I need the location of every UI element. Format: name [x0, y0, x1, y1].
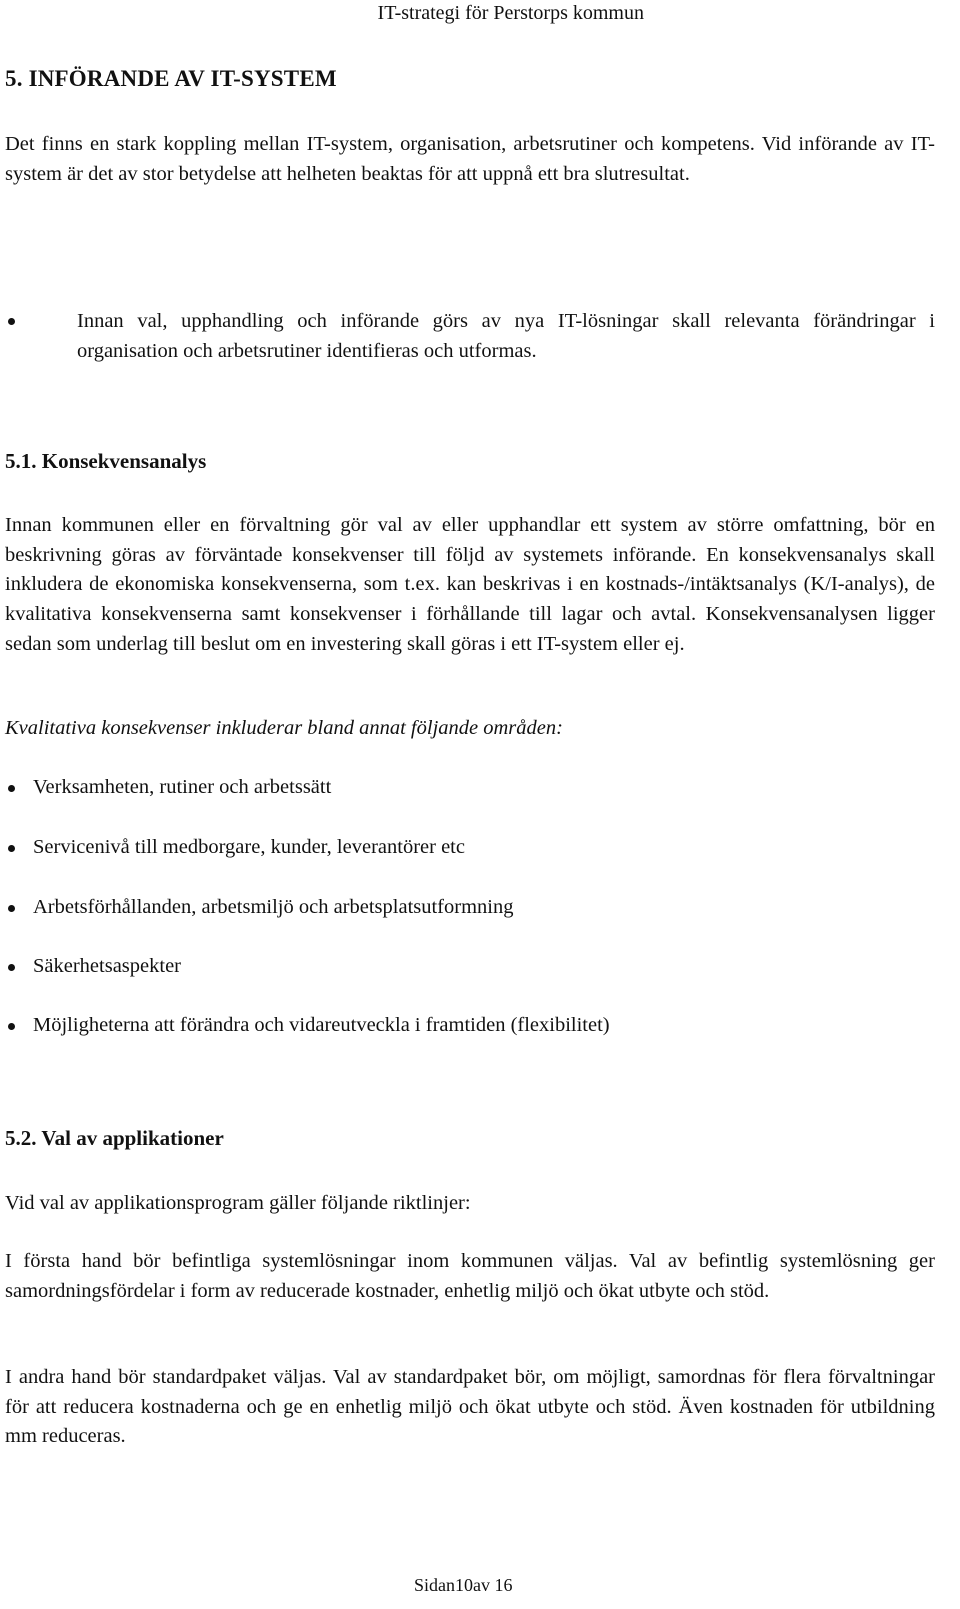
- section-5-heading: 5. INFÖRANDE AV IT-SYSTEM: [5, 66, 337, 91]
- list-item-text: Servicenivå till medborgare, kunder, leverantörer etc: [33, 836, 465, 858]
- section-5-2-heading: 5.2. Val av applikationer: [5, 1126, 224, 1150]
- bullet-icon: [8, 845, 15, 852]
- bullet-icon: [8, 785, 15, 792]
- bullet-icon: [8, 905, 15, 912]
- page-number: Sidan10av 16: [414, 1575, 513, 1595]
- bullet-icon: [8, 964, 15, 971]
- bullet-text: Innan val, upphandling och införande görs av nya IT-lösningar skall relevanta förändringar i organisation och arbetsrutiner identifieras och utformas.: [77, 310, 935, 362]
- section-5-2-para-2: I andra hand bör standardpaket väljas. Val av standardpaket bör, om möjligt, samordnas för flera förvaltningar för att reducera kostnaderna och ge en enhetlig miljö och ökat utbyte och stöd. Även kostnaden för utbildning mm reduceras.: [5, 1366, 935, 1448]
- bullet-icon: [8, 318, 15, 325]
- section-5-1-heading: 5.1. Konsekvensanalys: [5, 449, 207, 473]
- section-5-1-italic-intro: Kvalitativa konsekvenser inkluderar bland annat följande områden:: [5, 717, 563, 739]
- page-header: IT-strategi för Perstorps kommun: [377, 2, 644, 24]
- section-5-1-body: Innan kommunen eller en förvaltning gör val av eller upphandlar ett system av större omfattning, bör en beskrivning göras av förväntade konsekvenser till följd av systemets införande. En konsekvensanalys skall inkludera de ekonomiska konsekvenserna, som t.ex. kan beskrivas i en kostnads-/intäktsanalys (K/I-analys), de kvalitativa konsekvenserna samt konsekvenser i förhållande till lagar och avtal. Konsekvensanalysen ligger sedan som underlag till beslut om en investering skall göras i ett IT-system eller ej.: [5, 514, 935, 655]
- list-item-text: Säkerhetsaspekter: [33, 955, 181, 977]
- list-item-text: Arbetsförhållanden, arbetsmiljö och arbetsplatsutformning: [33, 896, 514, 918]
- section-5-2-para-1: I första hand bör befintliga systemlösningar inom kommunen väljas. Val av befintlig systemlösning ger samordningsfördelar i form av reducerade kostnader, enhetlig miljö och ökat utbyte och stöd.: [5, 1250, 935, 1302]
- section-5-bullet: [0, 307, 940, 367]
- bullet-icon: [8, 1023, 15, 1030]
- list-item-text: Verksamheten, rutiner och arbetssätt: [33, 776, 332, 798]
- section-5-intro: Det finns en stark koppling mellan IT-system, organisation, arbetsrutiner och kompetens. Vid införande av IT-system är det av stor betydelse att helheten beaktas för att uppnå ett bra slutresultat.: [5, 133, 935, 185]
- list-item-text: Möjligheterna att förändra och vidareutveckla i framtiden (flexibilitet): [33, 1014, 610, 1036]
- section-5-2-intro: Vid val av applikationsprogram gäller följande riktlinjer:: [5, 1192, 471, 1214]
